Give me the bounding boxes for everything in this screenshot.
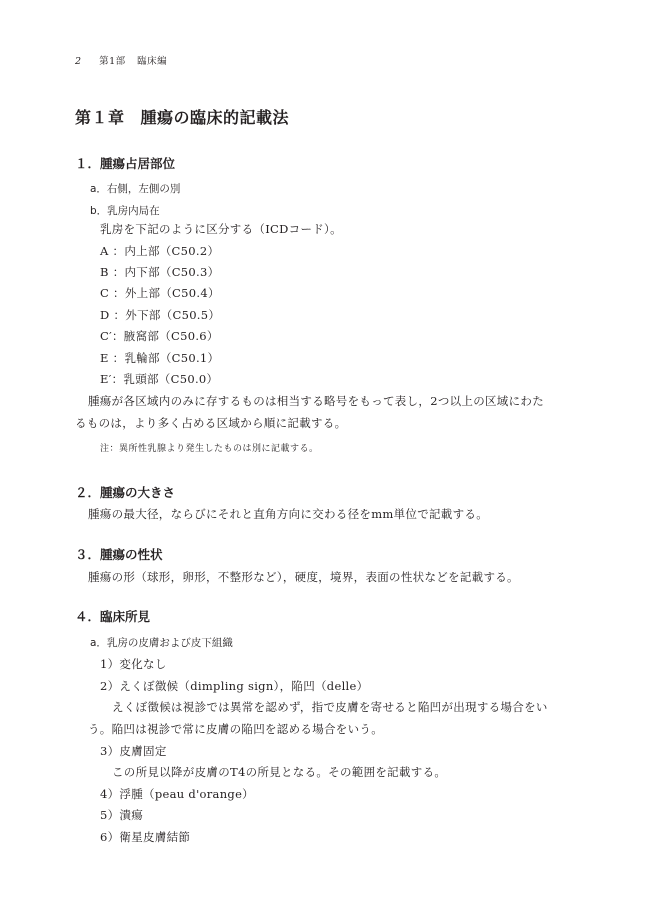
region-intro: 乳房を下記のように区分する（ICDコード）。 (100, 222, 342, 236)
region-item: D ：外下部（C50.5） (100, 308, 221, 322)
section-heading-size: ２．腫瘍の大きさ (75, 485, 176, 500)
finding-item: 4）浮腫（peau d'orange） (100, 787, 254, 801)
section-label: 臨床編 (137, 56, 168, 67)
chapter-title (75, 105, 289, 128)
finding-item: 2）えくぼ徴候（dimpling sign），陥凹（delle） (100, 679, 369, 693)
region-item: E ：乳輪部（C50.1） (100, 351, 220, 365)
part-label: 第1部 (99, 56, 126, 67)
region-item: C ：外上部（C50.4） (100, 286, 220, 300)
paragraph-line: 腫瘍の形（球形，卵形，不整形など），硬度，境界，表面の性状などを記載する。 (88, 570, 519, 584)
subheading-location: b．乳房内局在 (90, 205, 160, 217)
page-number: 2 (75, 56, 82, 67)
paragraph-line: う。陥凹は視診で常に皮膚の陥凹を認める場合をいう。 (88, 722, 383, 736)
region-item: A ：内上部（C50.2） (100, 244, 220, 258)
region-item: C′：腋窩部（C50.6） (100, 329, 219, 343)
subheading-side: a．右側，左側の別 (90, 183, 181, 195)
chapter-number: 第１章 (75, 108, 125, 127)
finding-item: 3）皮膚固定 (100, 744, 167, 758)
finding-item: 5）潰瘍 (100, 808, 144, 822)
footnote: 注：異所性乳腺より発生したものは別に記載する。 (100, 444, 319, 454)
paragraph-line: えくぼ徴候は視診では異常を認めず，指で皮膚を寄せると陥凹が出現する場合をい (112, 700, 548, 714)
running-header (75, 53, 167, 67)
paragraph-line: 腫瘍の最大径，ならびにそれと直角方向に交わる径をmm単位で記載する。 (88, 507, 489, 521)
region-item: E′：乳頭部（C50.0） (100, 372, 219, 386)
finding-item: 6）衛星皮膚結節 (100, 830, 191, 844)
region-item: B ：内下部（C50.3） (100, 265, 220, 279)
section-heading-properties: ３．腫瘍の性状 (75, 547, 163, 562)
section-heading-location: １．腫瘍占居部位 (75, 156, 176, 171)
paragraph-line: 腫瘍が各区域内のみに存するものは相当する略号をもって表し，2つ以上の区域にわた (88, 394, 545, 408)
finding-item: 1）変化なし (100, 657, 167, 671)
chapter-name: 腫瘍の臨床的記載法 (140, 108, 290, 127)
section-heading-findings: ４．臨床所見 (75, 609, 151, 624)
subheading-skin: a．乳房の皮膚および皮下組織 (90, 637, 233, 649)
paragraph-line: この所見以降が皮膚のT4の所見となる。その範囲を記載する。 (112, 765, 447, 779)
paragraph-line: るものは，より多く占める区域から順に記載する。 (75, 416, 347, 430)
